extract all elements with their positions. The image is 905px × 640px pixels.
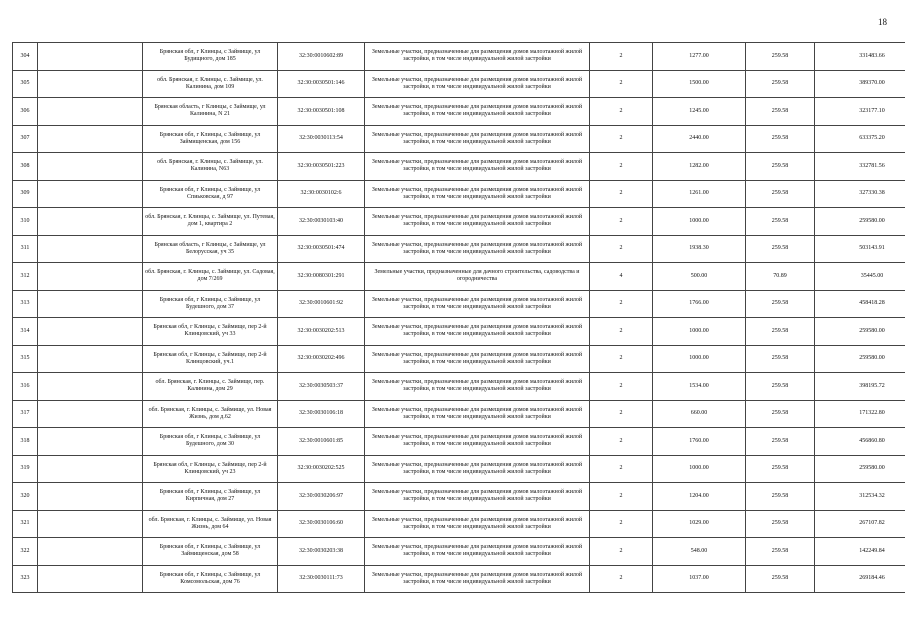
table-row [13, 428, 905, 456]
blank-cell [38, 70, 143, 98]
table-row [13, 235, 905, 263]
rate-cell: 259.58 [746, 318, 815, 346]
cadastral-value-cell: 458418.28 [815, 290, 905, 318]
land-use-cell: Земельные участки, предназначенные для размещения домов малоэтажной жилой застройки, в том числе индивидуальной жилой застройки [365, 400, 590, 428]
cadastral-number-cell: 32:30:0030503:37 [278, 373, 365, 401]
rate-cell: 259.58 [746, 483, 815, 511]
land-use-cell: Земельные участки, предназначенные для дачного строительства, садоводства и огородничества [365, 263, 590, 291]
cadastral-number-cell: 32:30:0030103:40 [278, 208, 365, 236]
row-number-cell: 318 [13, 428, 38, 456]
address-cell: обл. Брянская, г. Клинцы, с. Займище, ул. Путевая, дом 1, квартира 2 [143, 208, 278, 236]
row-number-cell: 321 [13, 510, 38, 538]
table-row [13, 98, 905, 126]
cadastral-value-cell: 267107.82 [815, 510, 905, 538]
row-number-cell: 317 [13, 400, 38, 428]
land-use-cell: Земельные участки, предназначенные для размещения домов малоэтажной жилой застройки, в том числе индивидуальной жилой застройки [365, 510, 590, 538]
rate-cell: 259.58 [746, 565, 815, 593]
group-cell: 2 [590, 70, 653, 98]
cadastral-number-cell: 32:30:0010601:85 [278, 428, 365, 456]
rate-cell: 259.58 [746, 428, 815, 456]
table-row [13, 125, 905, 153]
group-cell: 2 [590, 318, 653, 346]
cadastral-number-cell: 32:30:0030106:60 [278, 510, 365, 538]
cadastral-value-cell: 633375.20 [815, 125, 905, 153]
area-cell: 548.00 [653, 538, 746, 566]
land-register-table [12, 42, 905, 593]
cadastral-value-cell: 171322.80 [815, 400, 905, 428]
row-number-cell: 314 [13, 318, 38, 346]
area-cell: 1029.00 [653, 510, 746, 538]
row-number-cell: 305 [13, 70, 38, 98]
land-use-cell: Земельные участки, предназначенные для размещения домов малоэтажной жилой застройки, в том числе индивидуальной жилой застройки [365, 290, 590, 318]
cadastral-value-cell: 327330.38 [815, 180, 905, 208]
blank-cell [38, 235, 143, 263]
cadastral-number-cell: 32:30:0010601:92 [278, 290, 365, 318]
address-cell: Брянская обл, г Клинцы, с Займище, ул Займищенская, дом 156 [143, 125, 278, 153]
group-cell: 2 [590, 428, 653, 456]
land-use-cell: Земельные участки, предназначенные для размещения домов малоэтажной жилой застройки, в том числе индивидуальной жилой застройки [365, 483, 590, 511]
blank-cell [38, 428, 143, 456]
rate-cell: 70.89 [746, 263, 815, 291]
table-row [13, 345, 905, 373]
address-cell: Брянская обл, г Клинцы, с Займище, ул Спиьковская, д 97 [143, 180, 278, 208]
row-number-cell: 312 [13, 263, 38, 291]
blank-cell [38, 373, 143, 401]
page-number: 18 [878, 17, 887, 27]
rate-cell: 259.58 [746, 43, 815, 71]
cadastral-value-cell: 389370.00 [815, 70, 905, 98]
address-cell: Брянская обл, г Клинцы, с Займище, ул Будешного, дом 37 [143, 290, 278, 318]
cadastral-value-cell: 35445.00 [815, 263, 905, 291]
row-number-cell: 322 [13, 538, 38, 566]
blank-cell [38, 263, 143, 291]
address-cell: Брянская обл, г Клинцы, с Займище, пер 2-й Клинцовский, уч 33 [143, 318, 278, 346]
land-use-cell: Земельные участки, предназначенные для размещения домов малоэтажной жилой застройки, в том числе индивидуальной жилой застройки [365, 98, 590, 126]
blank-cell [38, 290, 143, 318]
group-cell: 2 [590, 125, 653, 153]
row-number-cell: 311 [13, 235, 38, 263]
row-number-cell: 313 [13, 290, 38, 318]
rate-cell: 259.58 [746, 290, 815, 318]
address-cell: Брянская обл, г Клинцы, с Займище, ул Кирпичная, дом 27 [143, 483, 278, 511]
address-cell: Брянская обл, г Клинцы, с Займище, ул Будешного, дом 30 [143, 428, 278, 456]
row-number-cell: 315 [13, 345, 38, 373]
row-number-cell: 307 [13, 125, 38, 153]
land-use-cell: Земельные участки, предназначенные для размещения домов малоэтажной жилой застройки, в том числе индивидуальной жилой застройки [365, 235, 590, 263]
area-cell: 1000.00 [653, 455, 746, 483]
blank-cell [38, 43, 143, 71]
cadastral-number-cell: 32:30:0030501:108 [278, 98, 365, 126]
table-row [13, 208, 905, 236]
land-use-cell: Земельные участки, предназначенные для размещения домов малоэтажной жилой застройки, в том числе индивидуальной жилой застройки [365, 455, 590, 483]
cadastral-value-cell: 312534.32 [815, 483, 905, 511]
area-cell: 1938.30 [653, 235, 746, 263]
cadastral-value-cell: 332781.56 [815, 153, 905, 181]
address-cell: обл. Брянская, г. Клинцы, с. Займище, ул. Новая Жизнь, дом 64 [143, 510, 278, 538]
cadastral-number-cell: 32:30:0030102:6 [278, 180, 365, 208]
rate-cell: 259.58 [746, 125, 815, 153]
rate-cell: 259.58 [746, 510, 815, 538]
table-row [13, 565, 905, 593]
group-cell: 2 [590, 455, 653, 483]
address-cell: Брянская обл, г Клинцы, с Займище, пер 2-й Клинцовский, уч 23 [143, 455, 278, 483]
area-cell: 1534.00 [653, 373, 746, 401]
address-cell: обл. Брянская, г. Клинцы, с. Займище, ул. Новая Жизнь, дом д.62 [143, 400, 278, 428]
address-cell: Брянская обл, г Клинцы, с Займище, ул Будищного, дом 185 [143, 43, 278, 71]
area-cell: 1000.00 [653, 345, 746, 373]
cadastral-number-cell: 32:30:0030501:223 [278, 153, 365, 181]
area-cell: 1261.00 [653, 180, 746, 208]
area-cell: 1000.00 [653, 208, 746, 236]
row-number-cell: 310 [13, 208, 38, 236]
cadastral-number-cell: 32:30:0030202:496 [278, 345, 365, 373]
area-cell: 1500.00 [653, 70, 746, 98]
address-cell: обл. Брянская, г. Клинцы, с. Займище, пер. Калинина, дом 29 [143, 373, 278, 401]
area-cell: 2440.00 [653, 125, 746, 153]
address-cell: обл. Брянская, г. Клинцы, с. Займище, ул. Калинина, дом 109 [143, 70, 278, 98]
row-number-cell: 304 [13, 43, 38, 71]
land-use-cell: Земельные участки, предназначенные для размещения домов малоэтажной жилой застройки, в том числе индивидуальной жилой застройки [365, 538, 590, 566]
cadastral-number-cell: 32:30:0030111:73 [278, 565, 365, 593]
cadastral-value-cell: 259580.00 [815, 345, 905, 373]
address-cell: Брянская область, г Клинцы, с Займище, ул Белорусская, уч 35 [143, 235, 278, 263]
land-use-cell: Земельные участки, предназначенные для размещения домов малоэтажной жилой застройки, в том числе индивидуальной жилой застройки [365, 208, 590, 236]
address-cell: обл. Брянская, г. Клинцы, с. Займище, ул. Садовая, дом 7/269 [143, 263, 278, 291]
blank-cell [38, 400, 143, 428]
group-cell: 2 [590, 43, 653, 71]
group-cell: 2 [590, 153, 653, 181]
table-row [13, 290, 905, 318]
area-cell: 660.00 [653, 400, 746, 428]
table-row [13, 263, 905, 291]
cadastral-value-cell: 503143.91 [815, 235, 905, 263]
group-cell: 2 [590, 483, 653, 511]
land-use-cell: Земельные участки, предназначенные для размещения домов малоэтажной жилой застройки, в том числе индивидуальной жилой застройки [365, 43, 590, 71]
area-cell: 1245.00 [653, 98, 746, 126]
blank-cell [38, 538, 143, 566]
address-cell: обл. Брянская, г. Клинцы, с. Займище, ул. Калинина, N63 [143, 153, 278, 181]
cadastral-number-cell: 32:30:0030206:97 [278, 483, 365, 511]
cadastral-value-cell: 398195.72 [815, 373, 905, 401]
table-row [13, 510, 905, 538]
table-row [13, 483, 905, 511]
group-cell: 4 [590, 263, 653, 291]
rate-cell: 259.58 [746, 98, 815, 126]
address-cell: Брянская обл, г Клинцы, с Займище, ул Займищенская, дом 58 [143, 538, 278, 566]
land-use-cell: Земельные участки, предназначенные для размещения домов малоэтажной жилой застройки, в том числе индивидуальной жилой застройки [365, 153, 590, 181]
rate-cell: 259.58 [746, 400, 815, 428]
cadastral-value-cell: 259580.00 [815, 208, 905, 236]
blank-cell [38, 125, 143, 153]
area-cell: 1204.00 [653, 483, 746, 511]
cadastral-value-cell: 142249.84 [815, 538, 905, 566]
land-use-cell: Земельные участки, предназначенные для размещения домов малоэтажной жилой застройки, в том числе индивидуальной жилой застройки [365, 345, 590, 373]
rate-cell: 259.58 [746, 180, 815, 208]
area-cell: 1766.00 [653, 290, 746, 318]
rate-cell: 259.58 [746, 373, 815, 401]
table-row [13, 43, 905, 71]
table-row [13, 153, 905, 181]
area-cell: 1760.00 [653, 428, 746, 456]
blank-cell [38, 153, 143, 181]
blank-cell [38, 565, 143, 593]
blank-cell [38, 345, 143, 373]
area-cell: 1000.00 [653, 318, 746, 346]
blank-cell [38, 318, 143, 346]
cadastral-number-cell: 32:30:0030113:54 [278, 125, 365, 153]
address-cell: Брянская обл, г Клинцы, с Займище, ул Комсомольская, дом 76 [143, 565, 278, 593]
land-use-cell: Земельные участки, предназначенные для размещения домов малоэтажной жилой застройки, в том числе индивидуальной жилой застройки [365, 565, 590, 593]
table-body [13, 43, 905, 593]
land-use-cell: Земельные участки, предназначенные для размещения домов малоэтажной жилой застройки, в том числе индивидуальной жилой застройки [365, 373, 590, 401]
blank-cell [38, 483, 143, 511]
row-number-cell: 316 [13, 373, 38, 401]
cadastral-number-cell: 32:30:0030501:474 [278, 235, 365, 263]
address-cell: Брянская область, г Клинцы, с Займище, ул Калинина, N 21 [143, 98, 278, 126]
group-cell: 2 [590, 400, 653, 428]
cadastral-value-cell: 269184.46 [815, 565, 905, 593]
cadastral-number-cell: 32:30:0010602:89 [278, 43, 365, 71]
cadastral-number-cell: 32:30:0030202:513 [278, 318, 365, 346]
rate-cell: 259.58 [746, 208, 815, 236]
group-cell: 2 [590, 180, 653, 208]
group-cell: 2 [590, 290, 653, 318]
table-row [13, 318, 905, 346]
rate-cell: 259.58 [746, 70, 815, 98]
table-row [13, 538, 905, 566]
blank-cell [38, 98, 143, 126]
table-row [13, 180, 905, 208]
table-row [13, 373, 905, 401]
cadastral-number-cell: 32:30:0030203:38 [278, 538, 365, 566]
group-cell: 2 [590, 208, 653, 236]
land-use-cell: Земельные участки, предназначенные для размещения домов малоэтажной жилой застройки, в том числе индивидуальной жилой застройки [365, 70, 590, 98]
table-row [13, 70, 905, 98]
row-number-cell: 308 [13, 153, 38, 181]
row-number-cell: 320 [13, 483, 38, 511]
cadastral-value-cell: 259580.00 [815, 318, 905, 346]
cadastral-number-cell: 32:30:0030106:18 [278, 400, 365, 428]
row-number-cell: 323 [13, 565, 38, 593]
row-number-cell: 306 [13, 98, 38, 126]
blank-cell [38, 510, 143, 538]
land-use-cell: Земельные участки, предназначенные для размещения домов малоэтажной жилой застройки, в том числе индивидуальной жилой застройки [365, 125, 590, 153]
rate-cell: 259.58 [746, 455, 815, 483]
blank-cell [38, 208, 143, 236]
group-cell: 2 [590, 510, 653, 538]
area-cell: 500.00 [653, 263, 746, 291]
land-use-cell: Земельные участки, предназначенные для размещения домов малоэтажной жилой застройки, в том числе индивидуальной жилой застройки [365, 180, 590, 208]
table-row [13, 400, 905, 428]
cadastral-number-cell: 32:30:0080301:291 [278, 263, 365, 291]
group-cell: 2 [590, 345, 653, 373]
land-use-cell: Земельные участки, предназначенные для размещения домов малоэтажной жилой застройки, в том числе индивидуальной жилой застройки [365, 428, 590, 456]
rate-cell: 259.58 [746, 235, 815, 263]
area-cell: 1277.00 [653, 43, 746, 71]
cadastral-number-cell: 32:30:0030202:525 [278, 455, 365, 483]
table-row [13, 455, 905, 483]
group-cell: 2 [590, 538, 653, 566]
cadastral-value-cell: 331483.66 [815, 43, 905, 71]
rate-cell: 259.58 [746, 345, 815, 373]
group-cell: 2 [590, 565, 653, 593]
cadastral-value-cell: 323177.10 [815, 98, 905, 126]
cadastral-number-cell: 32:30:0030501:146 [278, 70, 365, 98]
group-cell: 2 [590, 98, 653, 126]
cadastral-value-cell: 456860.80 [815, 428, 905, 456]
area-cell: 1037.00 [653, 565, 746, 593]
blank-cell [38, 455, 143, 483]
cadastral-value-cell: 259580.00 [815, 455, 905, 483]
rate-cell: 259.58 [746, 538, 815, 566]
row-number-cell: 319 [13, 455, 38, 483]
row-number-cell: 309 [13, 180, 38, 208]
address-cell: Брянская обл, г Клинцы, с Займище, пер 2-й Клинцовский, уч.1 [143, 345, 278, 373]
group-cell: 2 [590, 373, 653, 401]
group-cell: 2 [590, 235, 653, 263]
land-use-cell: Земельные участки, предназначенные для размещения домов малоэтажной жилой застройки, в том числе индивидуальной жилой застройки [365, 318, 590, 346]
area-cell: 1282.00 [653, 153, 746, 181]
rate-cell: 259.58 [746, 153, 815, 181]
blank-cell [38, 180, 143, 208]
